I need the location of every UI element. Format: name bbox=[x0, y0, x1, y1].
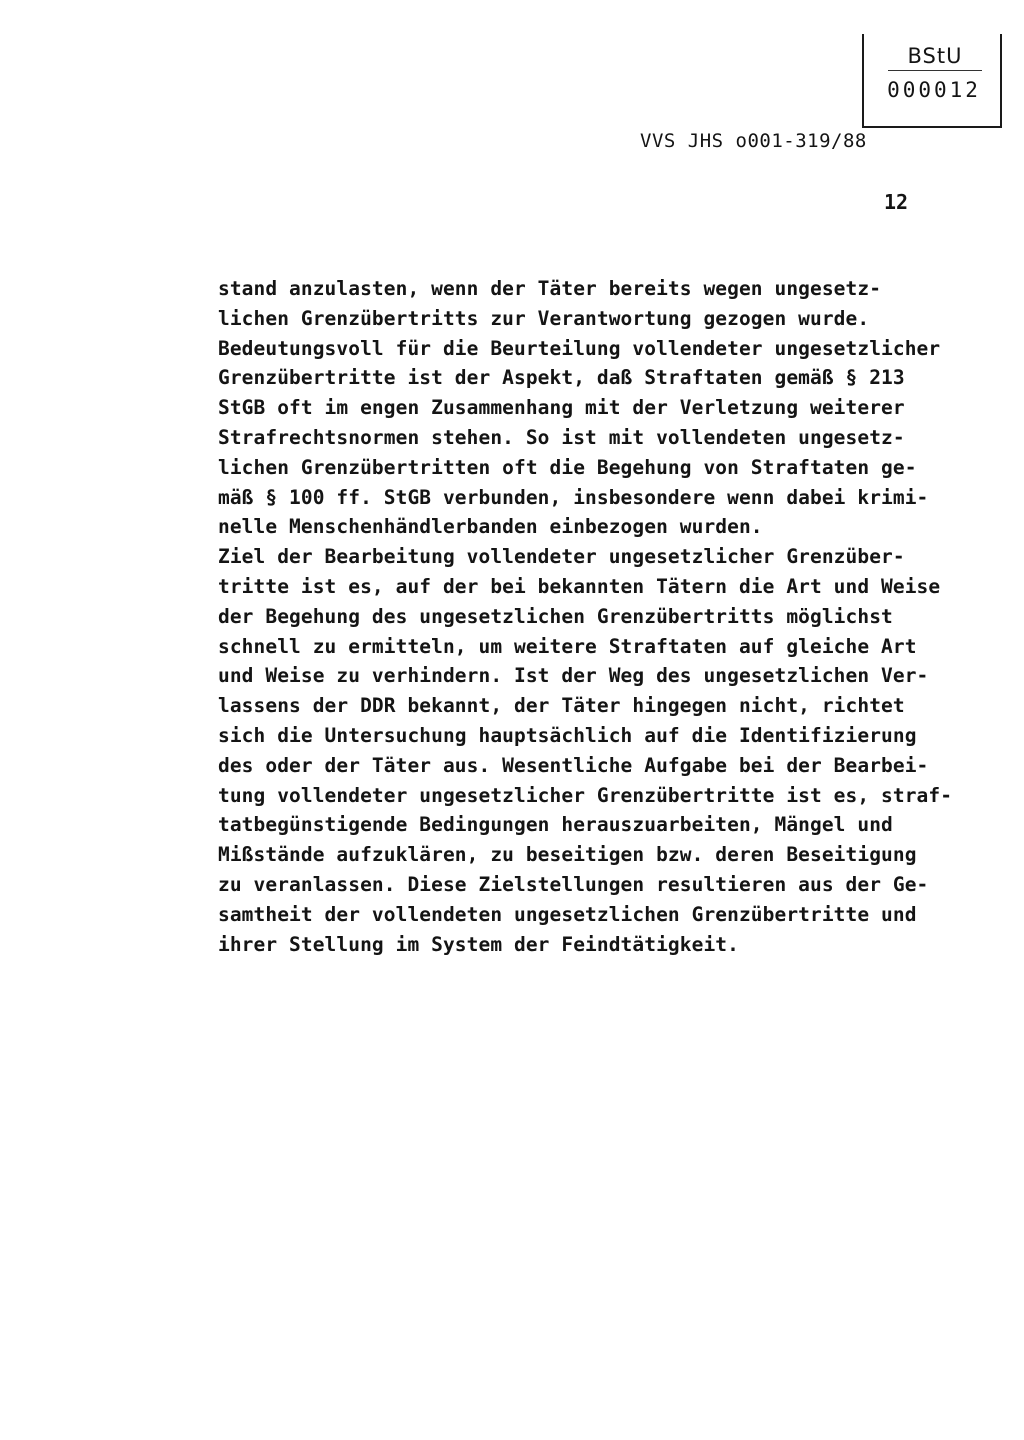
stamp-page-number: 000012 bbox=[887, 78, 981, 102]
document-reference: VVS JHS o001-319/88 bbox=[640, 130, 867, 152]
margin-mark bbox=[74, 512, 82, 528]
text-line: nelle Menschenhändlerbanden einbezogen wurden. bbox=[218, 515, 763, 539]
page-number: 12 bbox=[884, 190, 909, 214]
text-line: zu veranlassen. Diese Zielstellungen resultieren aus der Ge- bbox=[218, 872, 929, 896]
stamp-org-label: BStU bbox=[888, 44, 982, 71]
text-line: tatbegünstigende Bedingungen herauszuarbeiten, Mängel und bbox=[218, 813, 893, 837]
text-line: schnell zu ermitteln, um weitere Straftaten auf gleiche Art bbox=[218, 634, 917, 658]
text-line: Bedeutungsvoll für die Beurteilung vollendeter ungesetzlicher bbox=[218, 336, 941, 360]
text-line: lichen Grenzübertritten oft die Begehung von Straftaten ge- bbox=[218, 455, 917, 479]
text-line: tung vollendeter ungesetzlicher Grenzübertritte ist es, straf- bbox=[218, 783, 953, 807]
margin-mark bbox=[186, 760, 194, 776]
text-line: Ziel der Bearbeitung vollendeter ungesetzlicher Grenzüber- bbox=[218, 545, 905, 569]
text-line: Grenzübertritte ist der Aspekt, daß Straftaten gemäß § 213 bbox=[218, 366, 905, 390]
archive-stamp bbox=[862, 34, 1002, 128]
text-line: des oder der Täter aus. Wesentliche Aufgabe bei der Bearbei- bbox=[218, 753, 929, 777]
text-line: sich die Untersuchung hauptsächlich auf die Identifizierung bbox=[218, 723, 917, 747]
text-line: und Weise zu verhindern. Ist der Weg des ungesetzlichen Ver- bbox=[218, 664, 929, 688]
text-line: lichen Grenzübertritts zur Verantwortung gezogen wurde. bbox=[218, 306, 870, 330]
text-line: lassens der DDR bekannt, der Täter hingegen nicht, richtet bbox=[218, 694, 905, 718]
body-text bbox=[218, 274, 998, 959]
text-line: Mißstände aufzuklären, zu beseitigen bzw. deren Beseitigung bbox=[218, 843, 917, 867]
text-line: stand anzulasten, wenn der Täter bereits wegen ungesetz- bbox=[218, 277, 882, 300]
text-line: tritte ist es, auf der bei bekannten Tätern die Art und Weise bbox=[218, 574, 941, 598]
text-line: ihrer Stellung im System der Feindtätigkeit. bbox=[218, 932, 739, 956]
text-line: mäß § 100 ff. StGB verbunden, insbesondere wenn dabei krimi- bbox=[218, 485, 929, 509]
text-line: Strafrechtsnormen stehen. So ist mit vollendeten ungesetz- bbox=[218, 425, 905, 449]
text-line: der Begehung des ungesetzlichen Grenzübertritts möglichst bbox=[218, 604, 893, 628]
text-line: StGB oft im engen Zusammenhang mit der Verletzung weiterer bbox=[218, 396, 905, 420]
text-line: samtheit der vollendeten ungesetzlichen Grenzübertritte und bbox=[218, 902, 917, 926]
